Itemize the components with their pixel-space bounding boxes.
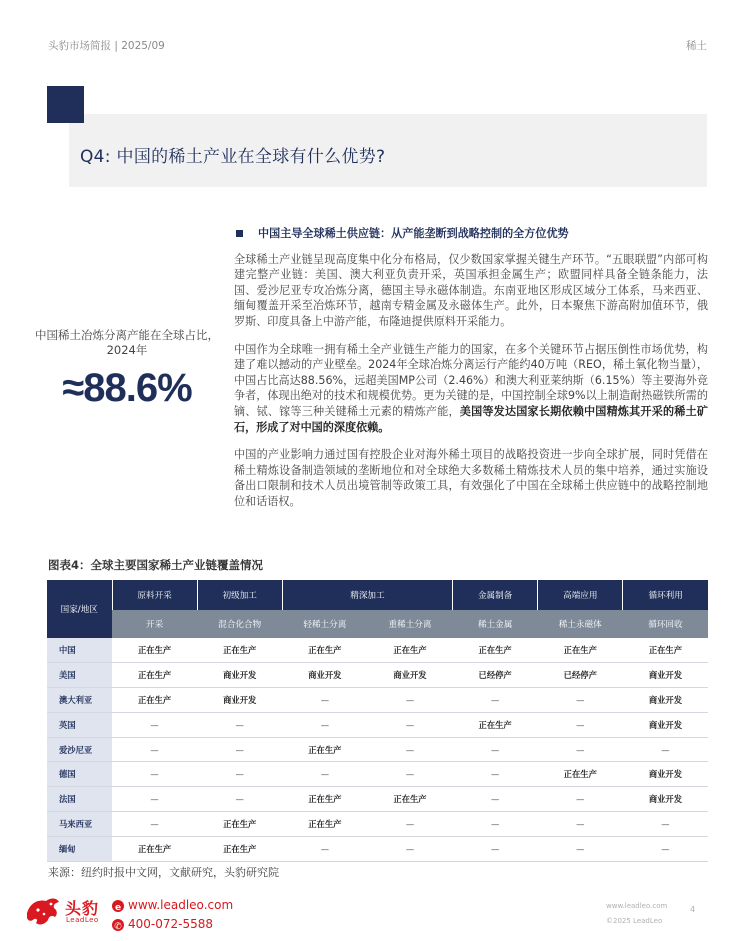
footer-right-info xyxy=(606,899,667,929)
table-row xyxy=(47,663,708,688)
footer-brand-cn: 头豹 xyxy=(65,899,100,918)
table-cell: — xyxy=(453,812,538,837)
subheader-light-separation: 轻稀土分离 xyxy=(282,610,367,638)
group-header-recycling: 循环利用 xyxy=(623,580,708,610)
page-number: 4 xyxy=(690,905,696,914)
table-cell: — xyxy=(112,762,197,787)
table-cell: 正在生产 xyxy=(623,638,708,663)
table-cell: — xyxy=(367,712,452,737)
table-cell: — xyxy=(623,836,708,861)
table-cell: — xyxy=(367,737,452,762)
table-cell: 正在生产 xyxy=(197,638,282,663)
table-row-country: 德国 xyxy=(47,762,112,787)
paragraph-2-emphasis: 美国等发达国家长期依赖中国精炼其开采的稀土矿石，形成了对中国的深度依赖。 xyxy=(234,404,708,434)
table-row-country: 澳大利亚 xyxy=(47,688,112,713)
table-row-country: 马来西亚 xyxy=(47,812,112,837)
table-cell: 正在生产 xyxy=(282,737,367,762)
table-cell: 商业开发 xyxy=(623,663,708,688)
table-cell: — xyxy=(367,688,452,713)
table-cell: 正在生产 xyxy=(112,638,197,663)
table-row xyxy=(47,737,708,762)
footer-right-website: www.leadleo.com xyxy=(606,902,668,910)
table-cell: 商业开发 xyxy=(282,663,367,688)
table-cell: 正在生产 xyxy=(538,638,623,663)
table-cell: — xyxy=(623,812,708,837)
table-cell: 正在生产 xyxy=(282,787,367,812)
group-header-primary-processing: 初级加工 xyxy=(197,580,282,610)
stat-value: ≈88.6% xyxy=(62,366,192,410)
question-title: Q4: 中国的稀土产业在全球有什么优势? xyxy=(80,147,386,167)
table-cell: — xyxy=(282,688,367,713)
table-cell: 商业开发 xyxy=(197,688,282,713)
table-cell: — xyxy=(453,737,538,762)
section-heading xyxy=(234,226,708,242)
table-group-header-row xyxy=(47,580,708,610)
group-header-metal-production: 金属制备 xyxy=(453,580,538,610)
table-cell: — xyxy=(112,787,197,812)
table-cell: 商业开发 xyxy=(623,688,708,713)
footer-copyright: ©2025 LeadLeo xyxy=(606,917,663,925)
table-cell: 正在生产 xyxy=(367,638,452,663)
table-cell: — xyxy=(538,836,623,861)
table-cell: 正在生产 xyxy=(538,762,623,787)
page-header xyxy=(48,38,707,54)
analysis-content xyxy=(234,226,708,522)
table-row-country: 英国 xyxy=(47,712,112,737)
leadleo-leopard-logo-icon xyxy=(24,893,62,929)
table-cell: 商业开发 xyxy=(367,663,452,688)
table-cell: 正在生产 xyxy=(112,688,197,713)
table-cell: — xyxy=(112,737,197,762)
table-cell: — xyxy=(538,737,623,762)
table-cell: 正在生产 xyxy=(282,812,367,837)
table-cell: — xyxy=(197,787,282,812)
paragraph-2 xyxy=(234,342,708,436)
table-row xyxy=(47,787,708,812)
section-heading-text: 中国主导全球稀土供应链：从产能垄断到战略控制的全方位优势 xyxy=(258,227,569,240)
table-cell: — xyxy=(623,737,708,762)
table-cell: 已经停产 xyxy=(538,663,623,688)
table-cell: 正在生产 xyxy=(197,812,282,837)
table-row xyxy=(47,812,708,837)
table-cell: 商业开发 xyxy=(623,787,708,812)
header-report-title: 头豹市场简报 | 2025/09 xyxy=(48,40,165,52)
footer-phone-row xyxy=(112,915,233,934)
figure-title: 图表4：全球主要国家稀土产业链覆盖情况 xyxy=(48,558,263,572)
table-cell: — xyxy=(538,688,623,713)
table-cell: 正在生产 xyxy=(197,836,282,861)
table-row-country: 法国 xyxy=(47,787,112,812)
table-cell: 商业开发 xyxy=(197,663,282,688)
table-cell: 正在生产 xyxy=(367,787,452,812)
table-cell: 已经停产 xyxy=(453,663,538,688)
table-cell: — xyxy=(282,712,367,737)
stat-caption: 中国稀土冶炼分离产能在全球占比，2024年 xyxy=(35,328,219,357)
table-cell: — xyxy=(112,712,197,737)
table-cell: 正在生产 xyxy=(453,712,538,737)
table-row-country: 中国 xyxy=(47,638,112,663)
group-header-high-end-application: 高端应用 xyxy=(538,580,623,610)
table-subheader-row xyxy=(47,610,708,638)
header-topic: 稀土 xyxy=(686,40,707,52)
subheader-recycling: 循环回收 xyxy=(623,610,708,638)
table-cell: — xyxy=(453,787,538,812)
table-row xyxy=(47,638,708,663)
table-cell: 正在生产 xyxy=(453,638,538,663)
table-cell: — xyxy=(282,836,367,861)
table-cell: — xyxy=(538,712,623,737)
table-cell: — xyxy=(453,688,538,713)
table-cell: — xyxy=(112,812,197,837)
footer-brand-en: LeadLeo xyxy=(66,916,99,924)
footer-phone: 400-072-5588 xyxy=(128,917,214,931)
table-cell: — xyxy=(197,712,282,737)
table-cell: — xyxy=(197,737,282,762)
table-row-country: 缅甸 xyxy=(47,836,112,861)
paragraph-1: 全球稀土产业链呈现高度集中化分布格局，仅少数国家掌握关键生产环节。“五眼联盟”内部可构建完整产业链：美国、澳大利亚负责开采，英国承担金属生产；欧盟同样具备全链条能力，法国、爱沙尼亚专攻冶炼分离，德国主导永磁体制造。东南亚地区形成区域分工体系，马来西亚、缅甸覆盖开采至冶炼环节，越南专精金属及永磁体生产。此外，日本聚焦下游高附加值环节，俄罗斯、印度具备上中游产能，布隆迪提供原料开采能力。 xyxy=(234,252,708,328)
footer-contacts xyxy=(112,896,233,934)
subheader-magnet: 稀土永磁体 xyxy=(538,610,623,638)
table-row xyxy=(47,762,708,787)
coverage-table xyxy=(47,580,708,862)
paragraph-2-text: 中国作为全球唯一拥有稀土全产业链生产能力的国家，在多个关键环节占据压倒性市场优势，构建了难以撼动的产业壁垒。2024年全球冶炼分离运行产能约40万吨（REO，稀土氧化物当量），中国占比高达88.56%，远超美国MP公司（2.46%）和澳大利亚莱纳斯（6.15%）等主要海外竞争者，体现出绝对的技术和规模优势。更为关键的是，中国控制全球9%以上制造耐热磁铁所需的镝、铽、镓等三种关键稀土元素的精炼产能， xyxy=(234,342,708,418)
table-cell: — xyxy=(197,762,282,787)
table-cell: 正在生产 xyxy=(112,663,197,688)
table-row-country: 爱沙尼亚 xyxy=(47,737,112,762)
table-row xyxy=(47,712,708,737)
table-cell: — xyxy=(538,812,623,837)
group-header-deep-processing: 精深加工 xyxy=(282,580,452,610)
subheader-metal: 稀土金属 xyxy=(453,610,538,638)
subheader-mixed-compounds: 混合化合物 xyxy=(197,610,282,638)
table-cell: — xyxy=(538,787,623,812)
figure-source: 来源：纽约时报中文网，文献研究，头豹研究院 xyxy=(48,866,279,879)
square-bullet-icon xyxy=(236,230,243,237)
group-header-mining: 原料开采 xyxy=(112,580,197,610)
table-cell: 正在生产 xyxy=(282,638,367,663)
footer-website[interactable]: www.leadleo.com xyxy=(128,898,234,912)
table-cell: — xyxy=(453,836,538,861)
phone-icon: ✆ xyxy=(112,919,124,931)
subheader-mining: 开采 xyxy=(112,610,197,638)
table-row xyxy=(47,836,708,861)
globe-icon: e xyxy=(112,900,124,912)
question-accent-square xyxy=(47,86,84,123)
table-cell: — xyxy=(367,836,452,861)
table-cell: 正在生产 xyxy=(112,836,197,861)
table-body xyxy=(47,638,708,861)
table-cell: — xyxy=(453,762,538,787)
table-cell: — xyxy=(282,762,367,787)
footer-website-row[interactable] xyxy=(112,896,233,915)
country-column-header: 国家/地区 xyxy=(47,580,112,638)
table-cell: 商业开发 xyxy=(623,712,708,737)
subheader-heavy-separation: 重稀土分离 xyxy=(367,610,452,638)
table-cell: — xyxy=(367,812,452,837)
table-cell: 商业开发 xyxy=(623,762,708,787)
table-cell: — xyxy=(367,762,452,787)
table-row xyxy=(47,688,708,713)
paragraph-3: 中国的产业影响力通过国有控股企业对海外稀土项目的战略投资进一步向全球扩展，同时凭借在稀土精炼设备制造领域的垄断地位和对全球绝大多数稀土精炼技术人员的集中培养，通过实施设备出口限制和技术人员出境管制等政策工具，有效强化了中国在全球稀土供应链中的战略控制地位和话语权。 xyxy=(234,448,708,508)
table-row-country: 美国 xyxy=(47,663,112,688)
